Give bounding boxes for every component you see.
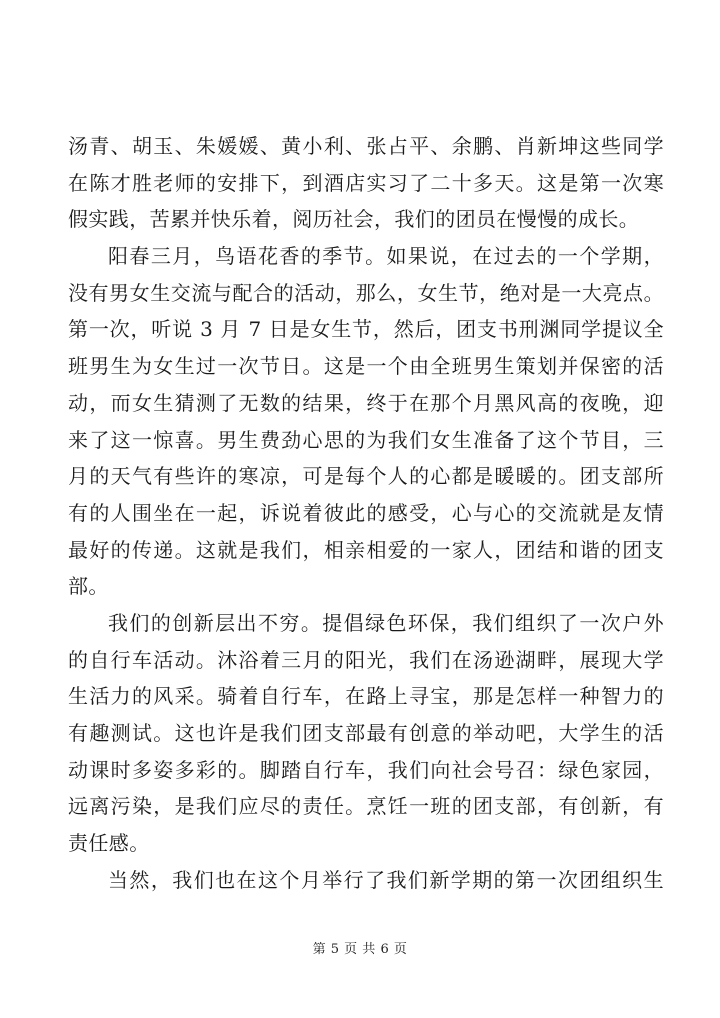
text-line: 部。 bbox=[68, 574, 109, 599]
text-line: 阳春三月，鸟语花香的季节。如果说，在过去的一个学期， bbox=[108, 244, 664, 269]
text-line: 当然，我们也在这个月举行了我们新学期的第一次团组织生 bbox=[108, 867, 664, 892]
paragraph bbox=[68, 862, 664, 899]
text-line: 第一次，听说 3 月 7 日是女生节，然后，团支书刑渊同学提议全 bbox=[68, 317, 664, 342]
paragraph bbox=[68, 238, 664, 605]
text-line: 假实践，苦累并快乐着，阅历社会，我们的团员在慢慢的成长。 bbox=[68, 207, 640, 232]
text-line: 没有男女生交流与配合的活动，那么，女生节，绝对是一大亮点。 bbox=[68, 280, 664, 305]
text-line: 最好的传递。这就是我们，相亲相爱的一家人，团结和谐的团支 bbox=[68, 537, 664, 562]
text-line: 在陈才胜老师的安排下，到酒店实习了二十多天。这是第一次寒 bbox=[68, 170, 664, 195]
text-line: 我们的创新层出不穷。提倡绿色环保，我们组织了一次户外 bbox=[108, 610, 664, 635]
paragraph bbox=[68, 128, 664, 238]
text-line: 有趣测试。这也许是我们团支部最有创意的举动吧，大学生的活 bbox=[68, 721, 664, 745]
text-line: 来了这一惊喜。男生费劲心思的为我们女生准备了这个节目，三 bbox=[68, 427, 664, 452]
text-line: 动，而女生猜测了无数的结果，终于在那个月黑风高的夜晚，迎 bbox=[68, 390, 664, 415]
text-line: 动课时多姿多彩的。脚踏自行车，我们向社会号召：绿色家园， bbox=[68, 757, 664, 782]
text-line: 责任感。 bbox=[68, 831, 150, 856]
text-line: 生活力的风采。骑着自行车，在路上寻宝，那是怎样一种智力的 bbox=[68, 684, 664, 709]
page-number-footer: 第 5 页 共 6 页 bbox=[312, 942, 408, 957]
text-line: 汤青、胡玉、朱媛媛、黄小利、张占平、余鹏、肖新坤这些同学 bbox=[68, 134, 664, 158]
text-line: 有的人围坐在一起，诉说着彼此的感受，心与心的交流就是友情 bbox=[68, 500, 664, 525]
document-body bbox=[68, 128, 664, 898]
text-line: 远离污染，是我们应尽的责任。烹饪一班的团支部，有创新，有 bbox=[68, 794, 664, 819]
text-line: 的自行车活动。沐浴着三月的阳光，我们在汤逊湖畔，展现大学 bbox=[68, 647, 664, 672]
text-line: 月的天气有些许的寒凉，可是每个人的心都是暖暖的。团支部所 bbox=[68, 464, 664, 489]
paragraph bbox=[68, 605, 664, 862]
text-line: 班男生为女生过一次节日。这是一个由全班男生策划并保密的活 bbox=[68, 354, 664, 379]
